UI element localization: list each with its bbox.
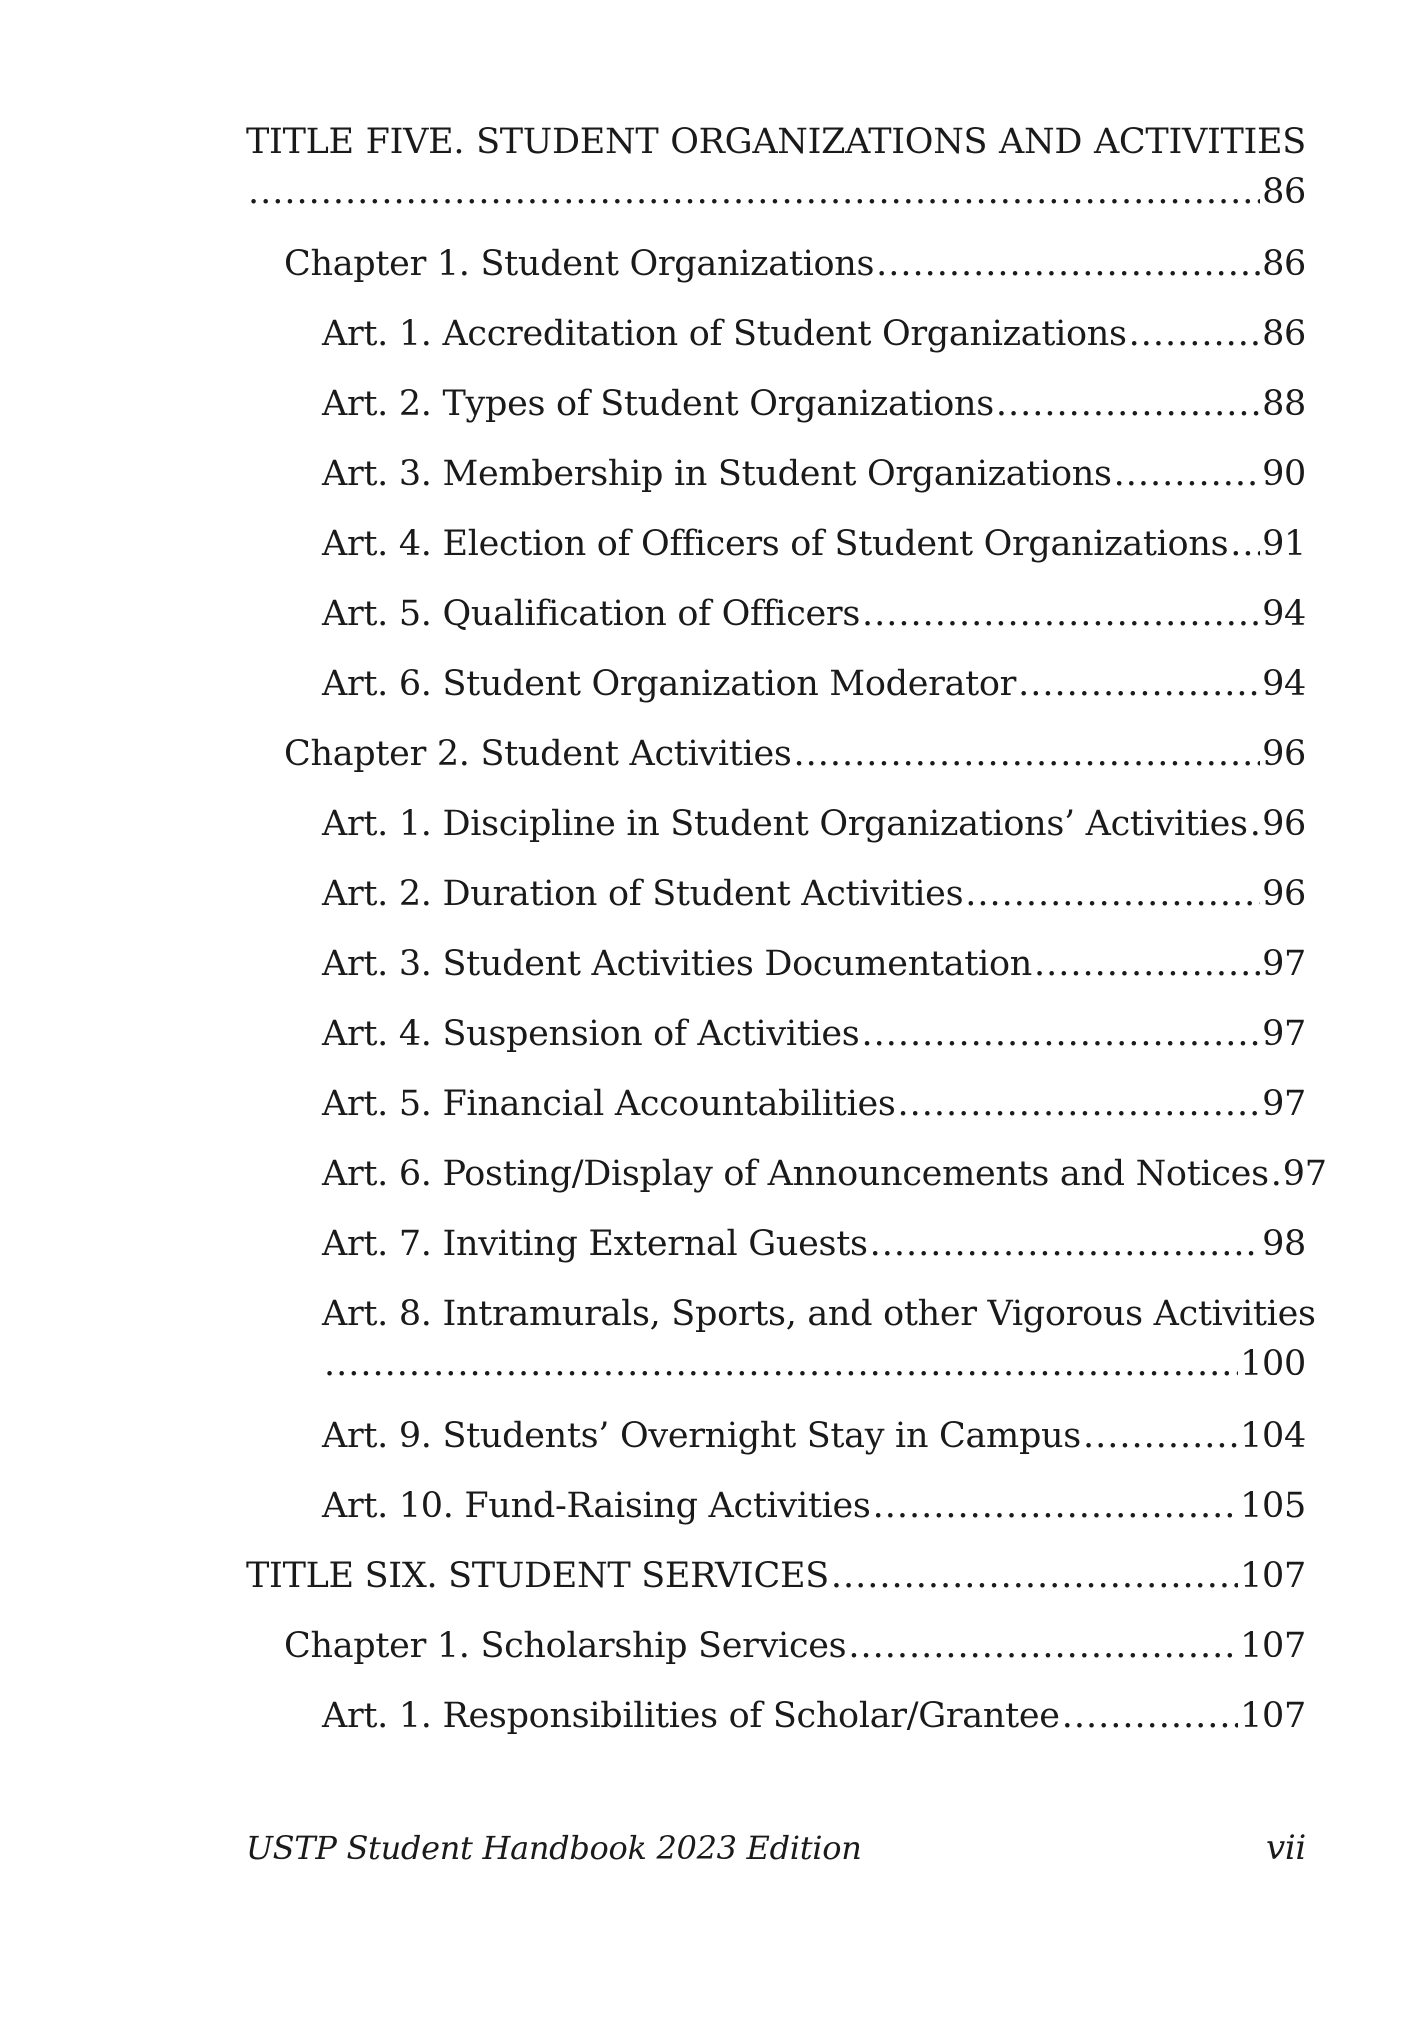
dot-leader (1271, 1150, 1281, 1198)
toc-article-entry (246, 450, 1306, 520)
toc-article-entry (246, 520, 1306, 590)
toc-entry-label: Art. 8. Intramurals, Sports, and other Vigorous Activities (322, 1294, 1316, 1334)
toc-entry-page-number: 88 (1262, 384, 1306, 424)
toc-entry-page-number: 94 (1262, 664, 1306, 704)
dot-leader (1250, 800, 1260, 848)
toc-entry-page-number: 96 (1262, 734, 1306, 774)
dot-leader (876, 240, 1260, 288)
toc-chapter-entry (246, 240, 1306, 310)
page-number: vii (1265, 1828, 1306, 1868)
toc-entry-page-number: 91 (1262, 524, 1306, 564)
toc-entry-page-number: 94 (1262, 594, 1306, 634)
toc-entry-page-number: 97 (1262, 1084, 1306, 1124)
dot-leader (1062, 1692, 1238, 1740)
toc-entry-page-number: 107 (1240, 1556, 1306, 1596)
toc-article-entry (246, 1412, 1306, 1482)
toc-entry-page-number: 104 (1240, 1416, 1306, 1456)
toc-entry-page-number: 96 (1262, 874, 1306, 914)
toc-entry-page-number: 97 (1282, 1154, 1327, 1194)
dot-leader (794, 730, 1261, 778)
toc-entry-page-number: 100 (1240, 1344, 1306, 1384)
toc-article-entry (246, 590, 1306, 660)
toc-article-entry (246, 1482, 1306, 1552)
toc-article-entry (246, 1150, 1327, 1220)
toc-entry-label: Art. 6. Student Organization Moderator (322, 664, 1017, 704)
toc-entry-page-number: 86 (1262, 314, 1306, 354)
toc-article-entry (246, 660, 1306, 730)
toc-entry-label: Art. 2. Types of Student Organizations (322, 384, 994, 424)
toc-entry-label: Chapter 1. Student Organizations (284, 244, 875, 284)
toc-entry-page-number: 96 (1262, 804, 1306, 844)
dot-leader (324, 1340, 1238, 1388)
toc-entry-label: Art. 2. Duration of Student Activities (322, 874, 964, 914)
dot-leader (861, 1010, 1260, 1058)
toc-entry-label: Art. 9. Students’ Overnight Stay in Campus (322, 1416, 1081, 1456)
toc-entry-label: Art. 10. Fund-Raising Activities (322, 1486, 871, 1526)
page-footer (246, 1828, 1306, 1868)
toc-entry-page-number: 86 (1262, 244, 1306, 284)
toc-entry-leader-line (322, 1340, 1306, 1394)
table-of-contents (246, 118, 1327, 1762)
dot-leader (1034, 940, 1260, 988)
toc-entry-label: Art. 3. Membership in Student Organizations (322, 454, 1112, 494)
dot-leader (1083, 1412, 1238, 1460)
dot-leader (1018, 660, 1260, 708)
toc-article-entry (246, 940, 1306, 1010)
toc-title-entry (246, 1552, 1306, 1622)
toc-entry-label: Art. 7. Inviting External Guests (322, 1224, 868, 1264)
dot-leader (1230, 520, 1260, 568)
dot-leader (965, 870, 1260, 918)
dot-leader (870, 1220, 1260, 1268)
toc-title-entry (246, 118, 1306, 240)
dot-leader (831, 1552, 1238, 1600)
toc-entry-page-number: 97 (1262, 1014, 1306, 1054)
toc-entry-label: Art. 1. Responsibilities of Scholar/Grantee (322, 1696, 1060, 1736)
toc-entry-page-number: 97 (1262, 944, 1306, 984)
toc-entry-page-number: 107 (1240, 1626, 1306, 1666)
toc-entry-leader-line (246, 168, 1306, 222)
toc-entry-label: Art. 4. Suspension of Activities (322, 1014, 860, 1054)
toc-entry-page-number: 86 (1262, 172, 1306, 212)
toc-article-entry (246, 380, 1306, 450)
toc-article-entry (246, 1010, 1306, 1080)
toc-article-entry (246, 1080, 1306, 1150)
toc-article-entry (246, 1290, 1316, 1412)
toc-chapter-entry (246, 730, 1306, 800)
toc-entry-page-number: 90 (1262, 454, 1306, 494)
toc-article-entry (246, 310, 1306, 380)
footer-book-title: USTP Student Handbook 2023 Edition (246, 1829, 862, 1867)
toc-entry-label: Art. 5. Qualification of Officers (322, 594, 861, 634)
dot-leader (1129, 310, 1260, 358)
toc-article-entry (246, 800, 1306, 870)
toc-entry-page-number: 105 (1240, 1486, 1306, 1526)
toc-article-entry (246, 1692, 1306, 1762)
toc-entry-label: TITLE FIVE. STUDENT ORGANIZATIONS AND ACTIVITIES (246, 122, 1306, 162)
toc-article-entry (246, 1220, 1306, 1290)
dot-leader (862, 590, 1260, 638)
toc-entry-label: Art. 1. Discipline in Student Organizations’ Activities (322, 804, 1248, 844)
toc-article-entry (246, 870, 1306, 940)
toc-entry-label: Art. 3. Student Activities Documentation (322, 944, 1032, 984)
dot-leader (848, 1622, 1238, 1670)
toc-entry-label: Chapter 1. Scholarship Services (284, 1626, 847, 1666)
toc-chapter-entry (246, 1622, 1306, 1692)
dot-leader (873, 1482, 1239, 1530)
toc-entry-label: TITLE SIX. STUDENT SERVICES (246, 1556, 829, 1596)
toc-entry-label: Art. 1. Accreditation of Student Organizations (322, 314, 1127, 354)
dot-leader (996, 380, 1260, 428)
toc-entry-label: Art. 4. Election of Officers of Student Organizations (322, 524, 1229, 564)
toc-entry-label: Art. 5. Financial Accountabilities (322, 1084, 896, 1124)
dot-leader (898, 1080, 1261, 1128)
toc-entry-page-number: 98 (1262, 1224, 1306, 1264)
toc-entry-label: Chapter 2. Student Activities (284, 734, 792, 774)
toc-entry-label: Art. 6. Posting/Display of Announcements and Notices (322, 1154, 1269, 1194)
toc-entry-page-number: 107 (1240, 1696, 1306, 1736)
dot-leader (248, 168, 1260, 216)
dot-leader (1114, 450, 1260, 498)
